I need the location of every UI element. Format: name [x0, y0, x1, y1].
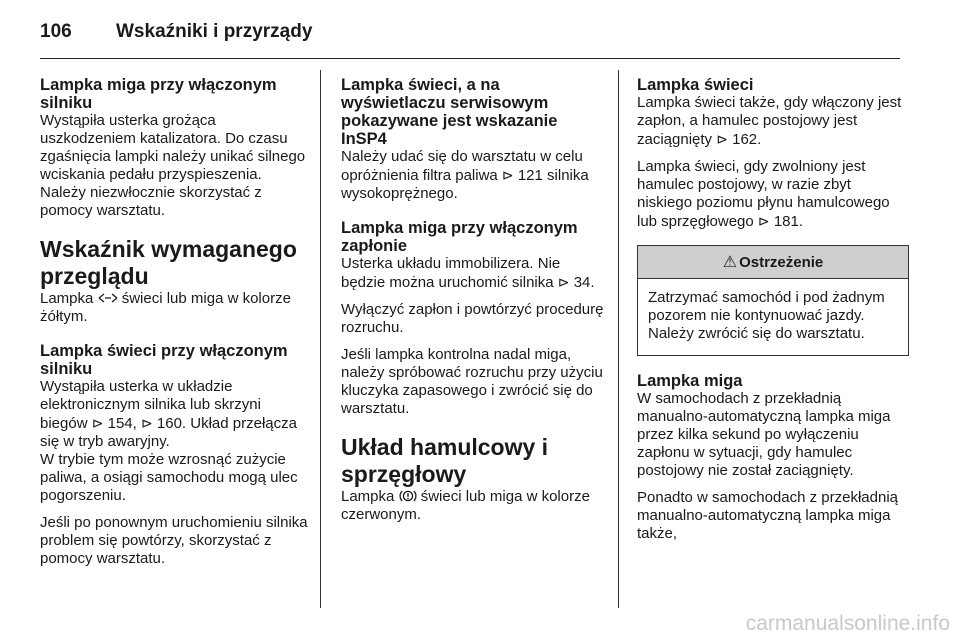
section-heading: Lampka miga: [637, 372, 743, 390]
paragraph: Lampka świeci lub miga w kolorze czerwonym.: [341, 488, 590, 523]
section-heading: Lampka miga przy włączonym zapłonie: [341, 219, 578, 255]
warning-box: [637, 245, 909, 356]
column-2: [341, 76, 606, 524]
column-divider: [320, 70, 321, 608]
paragraph: W samochodach z przekładnią manualno-automatyczną lampka miga przez kilka sekund po wyłączeniu zapłonu w sytuacji, gdy hamulec postojowy nie został zaciągnięty.: [637, 390, 891, 479]
page-reference[interactable]: 154: [107, 415, 133, 432]
page-number: 106: [40, 21, 72, 42]
reference-arrow-icon: ⊳: [91, 415, 104, 431]
reference-arrow-icon: ⊳: [716, 131, 728, 147]
paragraph: Jeśli lampka kontrolna nadal miga, należy spróbować rozruchu przy użyciu kluczyka zapasowego i zwrócić się do warsztatu.: [341, 346, 603, 417]
page-reference[interactable]: 34: [573, 274, 591, 291]
paragraph: Ponadto w samochodach z przekładnią manualno-automatyczną lampka miga także,: [637, 489, 898, 542]
reference-arrow-icon: ⊳: [757, 213, 770, 229]
service-wrench-icon: [98, 292, 118, 304]
reference-arrow-icon: ⊳: [557, 274, 570, 290]
reference-arrow-icon: ⊳: [501, 167, 514, 183]
column-1: [40, 76, 310, 568]
paragraph: Lampka świeci lub miga w kolorze żółtym.: [40, 290, 291, 325]
watermark: carmanualsonline.info: [745, 612, 950, 635]
warning-text: Zatrzymać samochód i pod żadnym pozorem nie kontynuować jazdy. Należy zwrócić się do warsztatu.: [648, 289, 885, 342]
section-title: Układ hamulcowy i sprzęgłowy: [341, 434, 549, 487]
paragraph: Jeśli po ponownym uruchomieniu silnika problem się powtórzy, skorzystać z pomocy warsztatu.: [40, 514, 308, 567]
page-reference[interactable]: 162: [732, 131, 758, 148]
paragraph: Lampka świeci także, gdy włączony jest zapłon, a hamulec postojowy jest zaciągnięty ⊳ 162.: [637, 94, 902, 148]
paragraph: Usterka układu immobilizera. Nie będzie można uruchomić silnika ⊳ 34.: [341, 255, 595, 291]
warning-title: Ostrzeżenie: [739, 253, 824, 271]
section-heading: Lampka świeci: [637, 76, 754, 94]
reference-arrow-icon: ⊳: [140, 415, 153, 431]
section-title: Wskaźnik wymaganego przeglądu: [40, 236, 297, 289]
warning-triangle-icon: ⚠: [722, 254, 738, 271]
paragraph: W trybie tym może wzrosnąć zużycie paliwa, a osiągi samochodu mogą ulec pogorszeniu.: [40, 451, 298, 504]
warning-header: [638, 246, 908, 279]
paragraph: Lampka świeci, gdy zwolniony jest hamulec postojowy, w razie zbyt niskiego poziomu płynu hamulcowego lub sprzęgłowego ⊳ 181.: [637, 158, 890, 230]
page-reference[interactable]: 121: [517, 167, 543, 184]
page-reference[interactable]: 181: [773, 213, 799, 230]
paragraph: Wystąpiła usterka grożąca uszkodzeniem katalizatora. Do czasu zgaśnięcia lampki należy unikać silnego wciskania pedału przyspieszenia. Należy niezwłocznie skorzystać z pomocy warsztatu.: [40, 112, 306, 219]
page-header: [40, 14, 312, 50]
paragraph: Należy udać się do warsztatu w celu opróżnienia filtra paliwa ⊳ 121 silnika wysokoprężnego.: [341, 148, 589, 202]
page-reference[interactable]: 160: [156, 415, 182, 432]
column-divider: [618, 70, 619, 608]
section-heading: Lampka miga przy włączonym silniku: [40, 76, 277, 112]
paragraph: Wyłączyć zapłon i powtórzyć procedurę rozruchu.: [341, 301, 604, 336]
section-heading: Lampka świeci przy włączonym silniku: [40, 342, 288, 378]
brake-warning-icon: [399, 489, 417, 503]
page-title: Wskaźniki i przyrządy: [116, 21, 313, 42]
header-rule: [40, 58, 900, 59]
paragraph: Wystąpiła usterka w układzie elektronicznym silnika lub skrzyni biegów ⊳ 154, ⊳ 160. Układ przełącza się w tryb awaryjny.: [40, 378, 297, 450]
column-3: [637, 76, 909, 543]
section-heading: Lampka świeci, a na wyświetlaczu serwisowym pokazywane jest wskazanie InSP4: [341, 76, 558, 148]
